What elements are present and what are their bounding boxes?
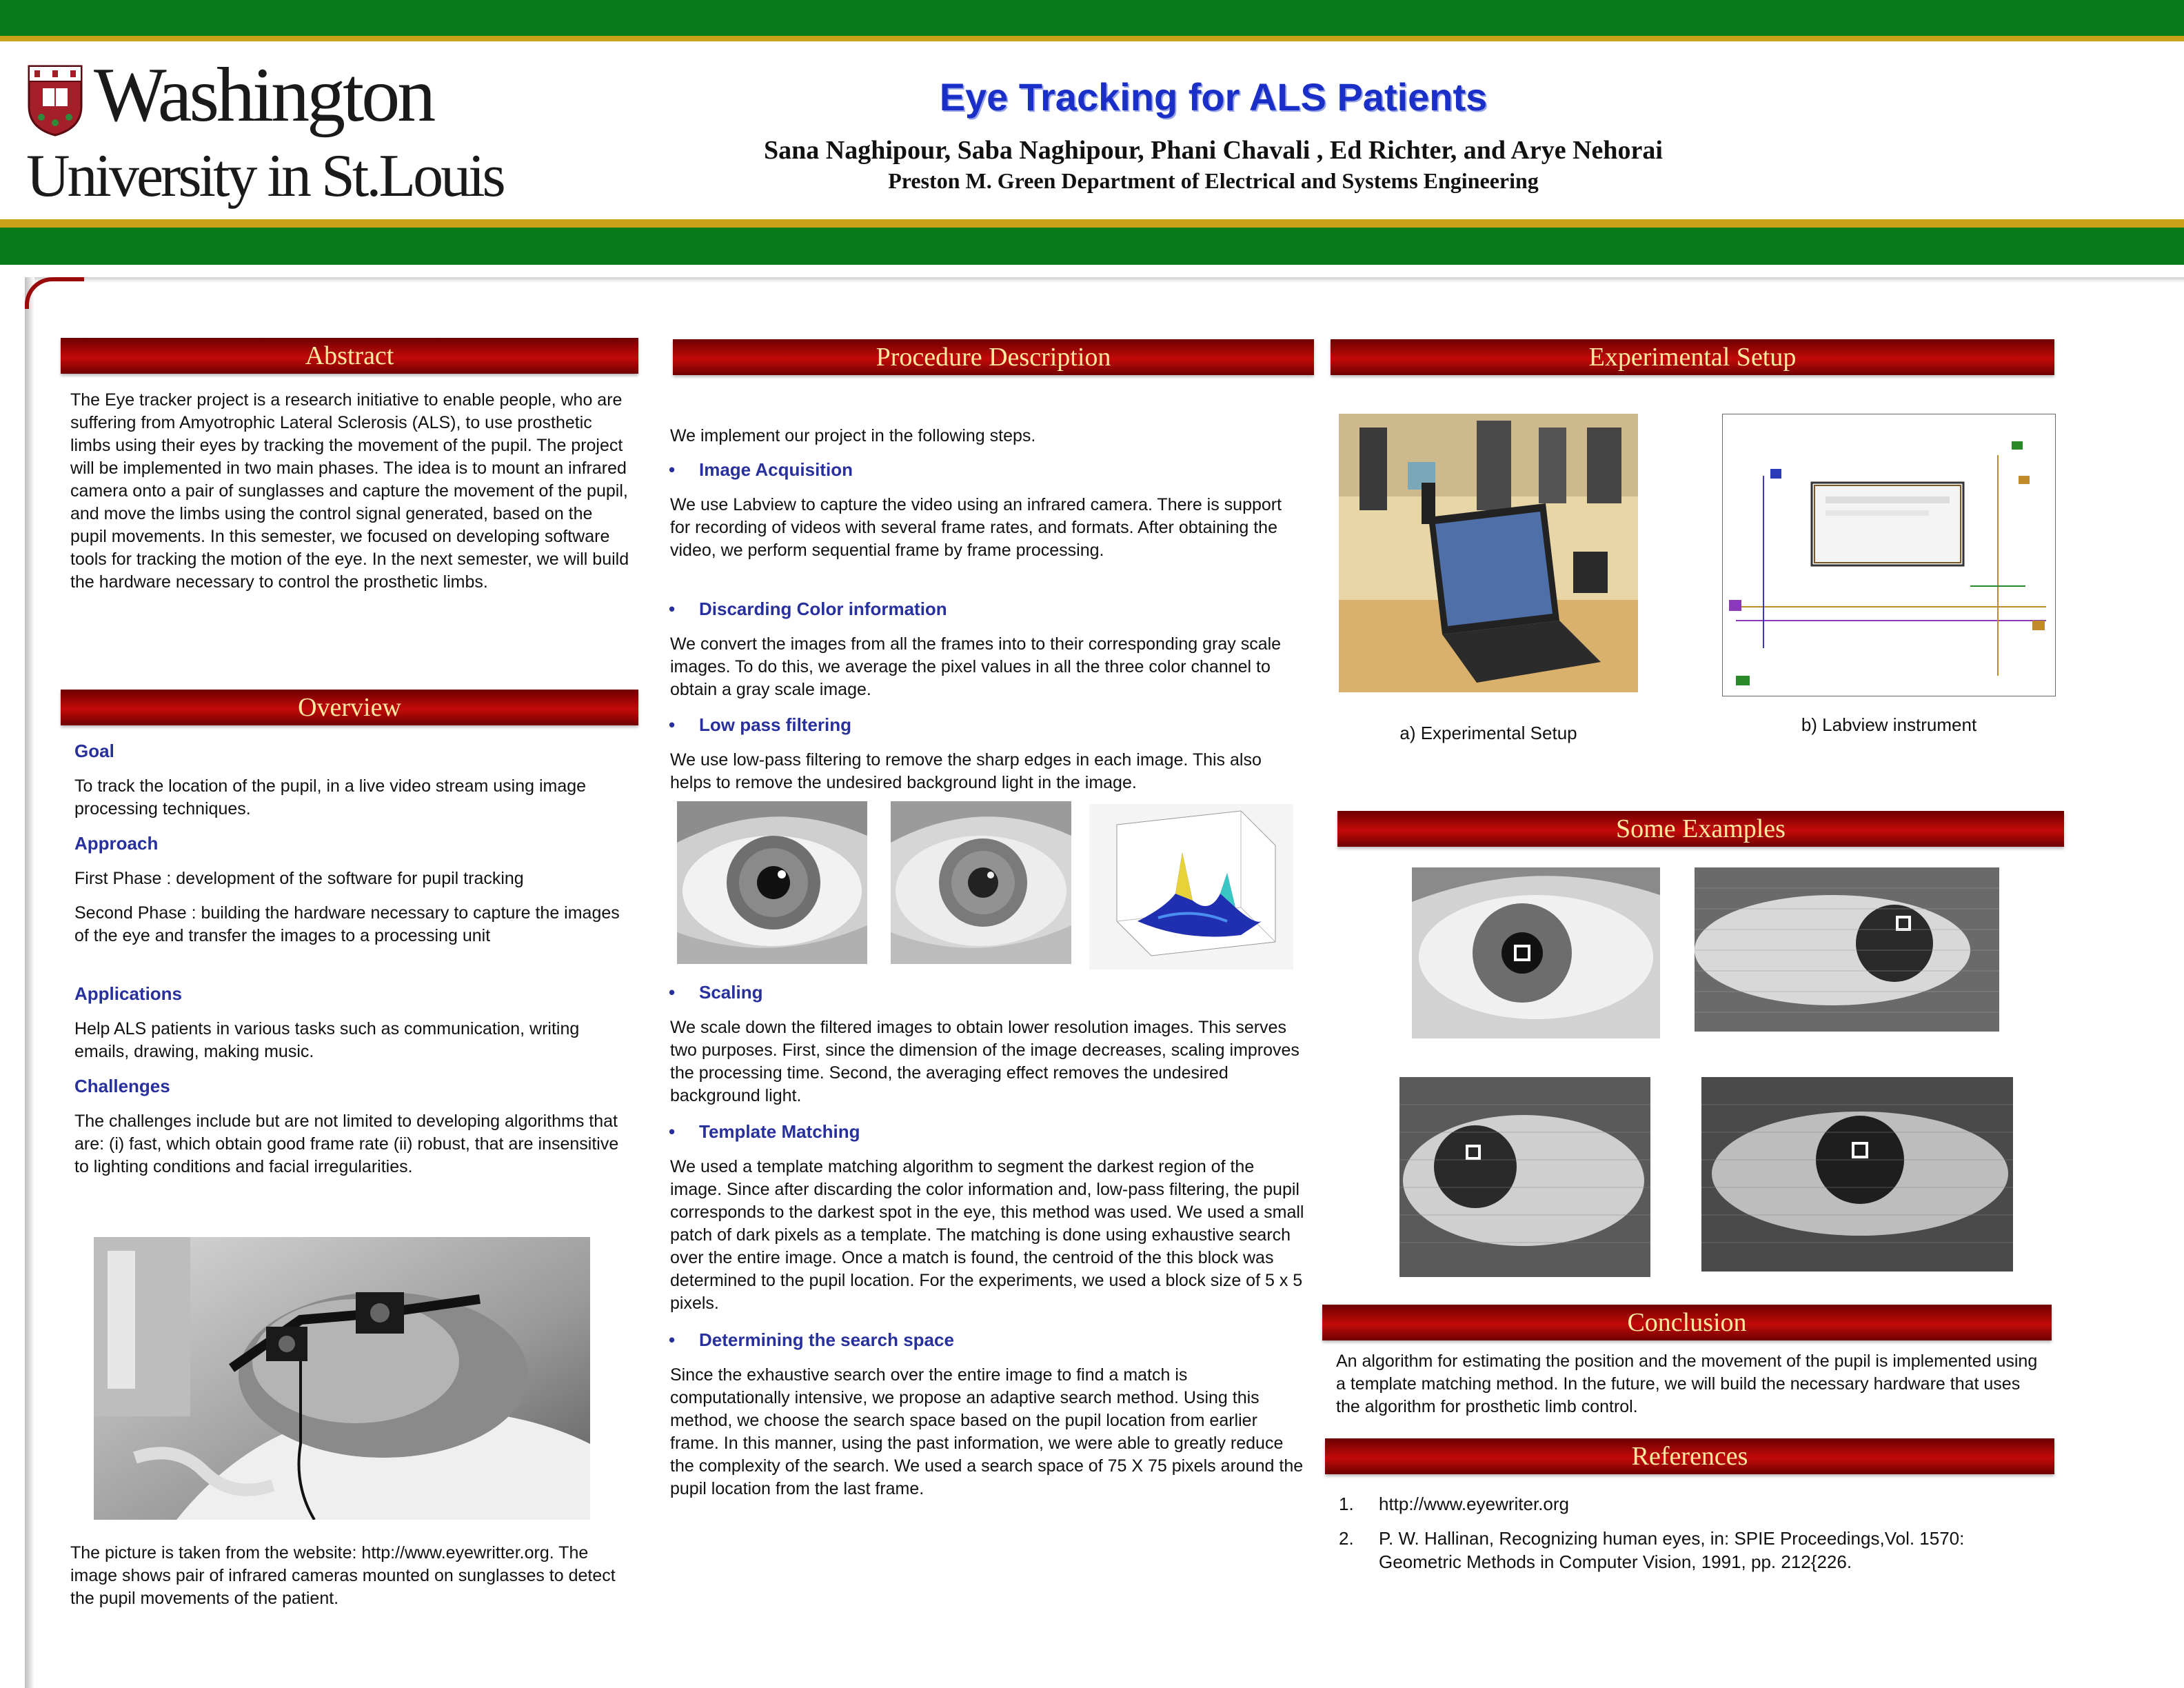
content-frame-left-shadow — [25, 277, 34, 1688]
header-green-band-bottom — [0, 228, 2184, 265]
step-search-space-title: • Determining the search space — [669, 1329, 954, 1350]
approach-subheading: Approach — [74, 833, 159, 854]
header-gold-line-bottom — [0, 219, 2184, 228]
conclusion-heading: Conclusion — [1322, 1305, 2052, 1340]
eye-grayscale-image — [677, 801, 867, 964]
content-frame-shadow — [25, 277, 2184, 283]
setup-caption-a: a) Experimental Setup — [1399, 723, 1577, 743]
example-eye-image-4 — [1701, 1077, 2013, 1272]
university-shield-icon — [28, 65, 83, 137]
step-lowpass-text: We use low-pass filtering to remove the sharp edges in each image. This also helps to remove the undesired background light in the image. — [670, 750, 1262, 792]
challenges-subheading: Challenges — [74, 1076, 170, 1096]
example-eye-image-3 — [1399, 1077, 1650, 1277]
step-discard-color-text: We convert the images from all the frames into to their corresponding gray scale images. To do this, we average the pixel values in all the three color channel to obtain a gray scale image. — [670, 634, 1282, 699]
step-scaling-title: • Scaling — [669, 982, 763, 1003]
reference-item: 1. http://www.eyewriter.org — [1339, 1494, 1569, 1514]
goal-subheading: Goal — [74, 741, 114, 761]
example-eye-image-2 — [1695, 867, 1999, 1032]
poster-title: Eye Tracking for ALS Patients — [939, 75, 1488, 119]
references-heading: References — [1325, 1438, 2054, 1474]
step-scaling-text: We scale down the filtered images to obtain lower resolution images. This serves two purposes. First, since the dimension of the image decreases, scaling improves the processing time. Second, the averaging effect removes the undesired background light. — [670, 1018, 1300, 1105]
procedure-intro: We implement our project in the following steps. — [670, 426, 1036, 445]
lowpass-3d-surface-plot — [1089, 804, 1293, 969]
examples-heading: Some Examples — [1337, 811, 2064, 847]
labview-block-diagram — [1722, 414, 2056, 696]
logo-wordmark-line2: University in St.Louis — [26, 143, 503, 210]
reference-item: 2. P. W. Hallinan, Recognizing human eyes, in: SPIE Proceedings,Vol. 1570: Geometric Methods in Computer Vision, 1991, pp. 212{226. — [1339, 1528, 1965, 1572]
step-template-matching-title: • Template Matching — [669, 1121, 860, 1142]
header-green-band — [0, 0, 2184, 36]
step-image-acquisition-title: • Image Acquisition — [669, 459, 853, 480]
setup-caption-b: b) Labview instrument — [1801, 714, 1977, 735]
step-search-space-text: Since the exhaustive search over the entire image to find a match is computationally intensive, we propose an adaptive search method. Using this method, we choose the search space based on the pupil location from earlier frame. In this manner, using the past information, we were able to greatly reduce the complexity of the search. We used a search space of 75 X 75 pixels around the pupil location from the last frame. — [670, 1365, 1304, 1498]
step-image-acquisition-text: We use Labview to capture the video using an infrared camera. There is support for recording of videos with several frame rates, and formats. After obtaining the video, we perform sequential frame by frame processing. — [670, 495, 1282, 560]
logo-wordmark-line1: Washington — [94, 52, 434, 138]
step-lowpass-title: • Low pass filtering — [669, 714, 852, 735]
example-eye-image-1 — [1412, 867, 1660, 1038]
step-discard-color-title: • Discarding Color information — [669, 599, 947, 619]
header-gold-line — [0, 36, 2184, 41]
poster-authors: Sana Naghipour, Saba Naghipour, Phani Chavali , Ed Richter, and Arye Nehorai — [764, 136, 1663, 165]
overview-heading: Overview — [61, 690, 638, 725]
applications-subheading: Applications — [74, 983, 183, 1004]
eye-lowpass-image — [891, 801, 1071, 964]
patient-eyewriter-photo — [94, 1237, 590, 1520]
setup-heading: Experimental Setup — [1331, 339, 2054, 375]
experimental-setup-photo — [1339, 414, 1638, 692]
goal-text: To track the location of the pupil, in a live video stream using image processing techniques. — [74, 776, 587, 818]
applications-text: Help ALS patients in various tasks such as communication, writing emails, drawing, making music. — [74, 1019, 580, 1061]
challenges-text: The challenges include but are not limited to developing algorithms that are: (i) fast, which obtain good frame rate (ii) robust, that are insensitive to lighting conditions and facial irregularities. — [74, 1112, 619, 1176]
approach-text-phase1: First Phase : development of the software for pupil tracking — [74, 869, 524, 888]
procedure-heading: Procedure Description — [673, 339, 1314, 375]
conclusion-text: An algorithm for estimating the position and the movement of the pupil is implemented using a template matching method. In the future, we will build the necessary hardware that uses the algorithm for prosthetic limb control. — [1336, 1352, 2038, 1416]
poster-department: Preston M. Green Department of Electrical and Systems Engineering — [888, 168, 1539, 193]
approach-text-phase2: Second Phase : building the hardware necessary to capture the images of the eye and transfer the images to a processing unit — [74, 903, 620, 945]
abstract-text: The Eye tracker project is a research initiative to enable people, who are suffering from Amyotrophic Lateral Sclerosis (ALS), to use prosthetic limbs using their eyes by tracking the movement of the pupil. The project will be implemented in two main phases. The idea is to mount an infrared camera onto a pair of sunglasses and capture the movement of the pupil, and move the limbs using the control signal generated, based on the pupil movements. In this semester, we focused on developing software tools for tracking the motion of the eye. In the next semester, we will build the hardware necessary to control the prosthetic limbs. — [70, 390, 629, 592]
abstract-heading: Abstract — [61, 338, 638, 374]
patient-photo-caption: The picture is taken from the website: http://www.eyewritter.org. The image shows pair of infrared cameras mounted on sunglasses to detect the pupil movements of the patient. — [70, 1543, 616, 1608]
step-template-matching-text: We used a template matching algorithm to segment the darkest region of the image. Since after discarding the color information and, low-pass filtering, the pupil corresponds to the darkest spot in the eye, this method was used. We used a small patch of dark pixels as a template. The matching is done using exhaustive search over the entire image. Once a match is found, the centroid of the this block was determined to the pupil location. For the experiments, we used a block size of 5 x 5 pixels. — [670, 1157, 1304, 1313]
